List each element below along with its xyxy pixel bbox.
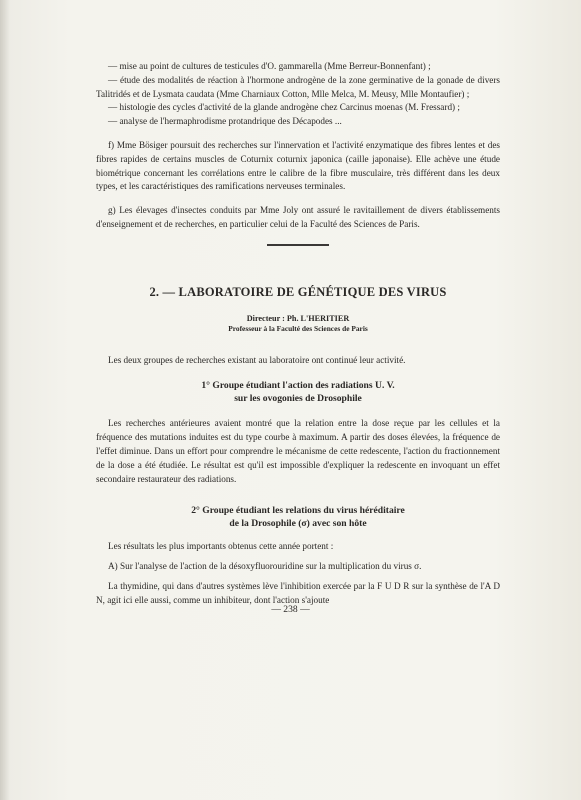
group2-intro: Les résultats les plus importants obtenus cette année portent : [108, 541, 334, 552]
page-edge-shadow [0, 0, 10, 800]
group2-title-line1: 2° Groupe étudiant les relations du virus héréditaire [191, 505, 405, 517]
section-intro: Les deux groupes de recherches existant au laboratoire ont continué leur activité. [108, 354, 406, 365]
list-item-hermaphrodism: — analyse de l'hermaphrodisme protandrique des Décapodes ... [108, 116, 342, 127]
paragraph-g: g) Les élevages d'insectes conduits par Mme Joly ont assuré le ravitaillement de divers établissements d'enseignement et de recherches, en particulier celui de la Faculté des Sciences de Paris. [96, 205, 500, 229]
group2-title-line2: de la Drosophile (σ) avec son hôte [229, 518, 367, 530]
section-title: 2. — LABORATOIRE DE GÉNÉTIQUE DES VIRUS [149, 284, 447, 299]
list-item-reaction-study: — étude des modalités de réaction à l'hormone androgène de la zone germinative de la gonade de divers Talitridés et de Lysmata caudata (Mme Charniaux Cotton, Mlle Melca, M. Meusy, Mlle Montaufier) ; [96, 74, 500, 99]
page-number: — 238 — [271, 604, 310, 615]
group2-item-a: A) Sur l'analyse de l'action de la désoxyfluorouridine sur la multiplication du virus σ. [108, 561, 422, 572]
director-affiliation: Professeur à la Faculté des Sciences de Paris [228, 323, 368, 333]
group1-title-line2: sur les ovogonies de Drosophile [234, 393, 362, 405]
group1-text: Les recherches antérieures avaient montré que la relation entre la dose reçue par les cellules et la fréquence des mutations induites est du type courbe à maximum. A partir des doses élevées, la fréquence de l'effet diminue. Dans un effort pour comprendre le mécanisme de cette redescente, l'action du fractionnement de la dose a été étudiée. Le résultat est qu'il est impossible d'expliquer la redescente en invoquant un effet secondaire restaurateur des radiations. [96, 418, 500, 484]
section-divider [267, 244, 329, 246]
director-line: Directeur : Ph. L'HERITIER [246, 313, 350, 323]
group1-title-line1: 1° Groupe étudiant l'action des radiations U. V. [201, 380, 395, 392]
group2-text: La thymidine, qui dans d'autres systèmes lève l'inhibition exercée par la F U D R sur la synthèse de l'A D N, agit ici elle aussi, comme un inhibiteur, dont l'action s'ajoute [96, 580, 500, 605]
list-item-histology: — histologie des cycles d'activité de la glande androgène chez Carcinus moenas (M. Fressard) ; [108, 102, 460, 113]
list-item-cultures: — mise au point de cultures de testicules d'O. gammarella (Mme Berreur-Bonnenfant) ; [108, 61, 431, 71]
paragraph-f: f) Mme Bösiger poursuit des recherches sur l'innervation et l'activité enzymatique des fibres lentes et des fibres rapides de certains muscles de Coturnix coturnix japonica (caille japonaise). Elle achève une étude biométrique concernant les corrélations entre le calibre de la fibre musculaire, très différent dans les deux types, et les caractéristiques des ramifications nerveuses terminales. [96, 139, 500, 192]
page-content [96, 60, 500, 608]
